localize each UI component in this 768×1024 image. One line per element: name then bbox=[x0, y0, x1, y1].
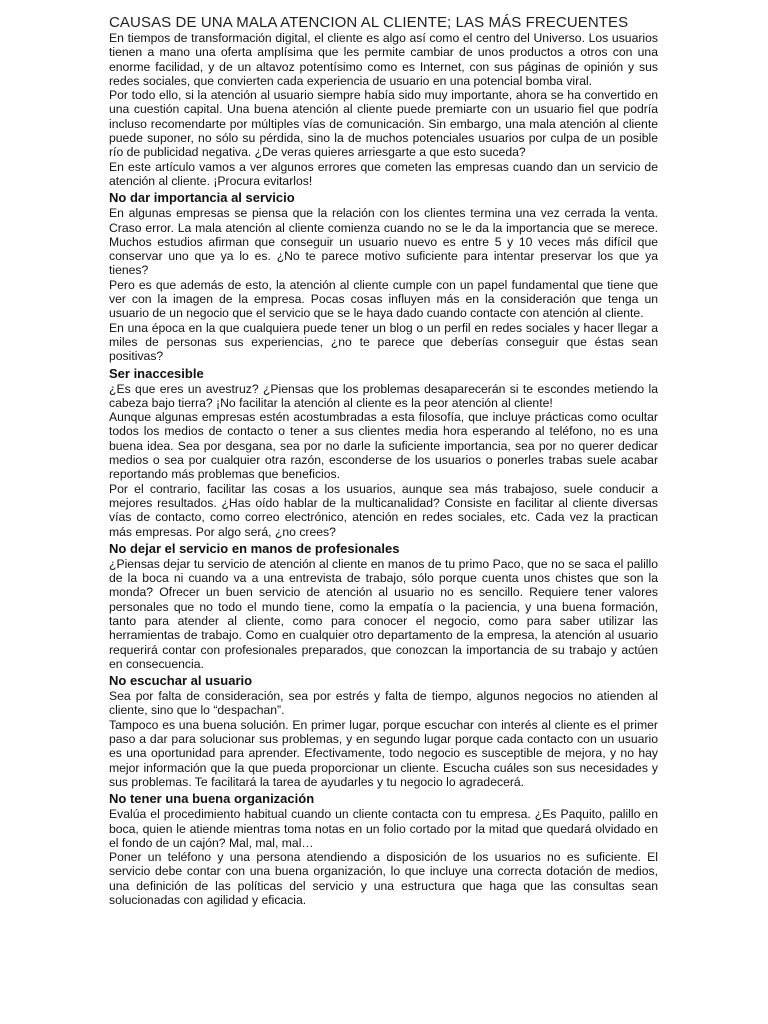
section-paragraph: ¿Piensas dejar tu servicio de atención al cliente en manos de tu primo Paco, que no se saca el palillo de la boca ni cuando va a una entrevista de trabajo, sólo porque cuenta unos chistes que son la monda? Ofrecer un buen servicio de atención al usuario no es sencillo. Requiere tener valores personales que no todo el mundo tiene, como la empatía o la paciencia, y una buena formación, tanto para atender al cliente, como para conocer el negocio, como para saber utilizar las herramientas de trabajo. Como en cualquier otro departamento de la empresa, la atención al usuario requerirá contar con profesionales preparados, que conozcan la importancia de su trabajo y actúen en consecuencia. bbox=[109, 556, 658, 671]
document-page bbox=[109, 14, 658, 907]
section-heading: No escuchar al usuario bbox=[109, 673, 253, 689]
section-heading: No dejar el servicio en manos de profesionales bbox=[109, 540, 400, 556]
section-paragraph: En una época en la que cualquiera puede tener un blog o un perfil en redes sociales y hacer llegar a miles de personas sus experiencias, ¿no te parece que deberías conseguir que éstas sean positivas? bbox=[109, 320, 658, 364]
intro-paragraph: En este artículo vamos a ver algunos errores que cometen las empresas cuando dan un servicio de atención al cliente. ¡Procura evitarlos! bbox=[109, 159, 658, 188]
section-heading: Ser inaccesible bbox=[109, 365, 204, 381]
section-heading: No dar importancia al servicio bbox=[109, 190, 295, 206]
section-paragraph: Aunque algunas empresas estén acostumbradas a esta filosofía, que incluye prácticas como ocultar todos los medios de contacto o tener a sus clientes media hora esperando al teléfono, no es una buena idea. Sea por desgana, sea por no darle la suficiente importancia, sea por no querer dedicar medios o sea por cualquier otra razón, esconderse de los usuarios o ponerles trabas suele acabar reportando más problemas que beneficios. bbox=[109, 410, 658, 482]
section-paragraph: Poner un teléfono y una persona atendiendo a disposición de los usuarios no es suficiente. El servicio debe contar con una buena organización, lo que incluye una correcta dotación de medios, una definición de las políticas del servicio y una estructura que haga que las consultas sean solucionadas con agilidad y eficacia. bbox=[109, 850, 658, 908]
intro-paragraph: Por todo ello, si la atención al usuario siempre había sido muy importante, ahora se ha convertido en una cuestión capital. Una buena atención al cliente puede premiarte con un usuario fiel que podría incluso recomendarte por múltiples vías de comunicación. Sin embargo, una mala atención al cliente puede suponer, no sólo su pérdida, sino la de muchos potenciales usuarios por culpa de un posible río de publicidad negativa. ¿De veras quieres arriesgarte a que esto suceda? bbox=[109, 88, 658, 160]
section-paragraph: Evalúa el procedimiento habitual cuando un cliente contacta con tu empresa. ¿Es Paquito, palillo en boca, quien le atiende mientras toma notas en un folio cortado por la mitad que quedará olvidado en el fondo de un cajón? Mal, mal, mal… bbox=[109, 807, 658, 850]
section-paragraph: ¿Es que eres un avestruz? ¿Piensas que los problemas desaparecerán si te escondes metiendo la cabeza bajo tierra? ¡No facilitar la atención al cliente es la peor atención al cliente! bbox=[109, 381, 658, 410]
section-paragraph: Tampoco es una buena solución. En primer lugar, porque escuchar con interés al cliente es el primer paso a dar para solucionar sus problemas, y en segundo lugar porque cada contacto con un usuario es una oportunidad para aprender. Efectivamente, todo negocio es susceptible de mejora, y no hay mejor información que la que pueda proporcionar un cliente. Escucha cuáles son sus necesidades y sus problemas. Te facilitará la tarea de ayudarles y tu negocio lo agradecerá. bbox=[109, 717, 658, 789]
section-paragraph: Pero es que además de esto, la atención al cliente cumple con un papel fundamental que tiene que ver con la imagen de la empresa. Pocas cosas influyen más en la consideración que tenga un usuario de un negocio que el servicio que se le haya dado cuando contacte con atención al cliente. bbox=[109, 277, 658, 321]
document-title: CAUSAS DE UNA MALA ATENCION AL CLIENTE; LAS MÁS FRECUENTES bbox=[109, 14, 629, 31]
section-paragraph: En algunas empresas se piensa que la relación con los clientes termina una vez cerrada la venta. Craso error. La mala atención al cliente comienza cuando no se le da la importancia que se merece. Muchos estudios afirman que conseguir un usuario nuevo es entre 5 y 10 veces más difícil que conservar uno que ya lo es. ¿No te parece motivo suficiente para intentar preservar los que ya tienes? bbox=[109, 206, 658, 278]
section-heading: No tener una buena organización bbox=[109, 791, 315, 807]
intro-paragraph: En tiempos de transformación digital, el cliente es algo así como el centro del Universo. Los usuarios tienen a mano una oferta amplísima que les permite cambiar de unos productos a otros con una enorme facilidad, y de un altavoz potentísimo como es Internet, con sus páginas de opinión y sus redes sociales, que convierten cada experiencia de usuario en una potencial bomba viral. bbox=[109, 31, 658, 88]
section-paragraph: Por el contrario, facilitar las cosas a los usuarios, aunque sea más trabajoso, suele conducir a mejores resultados. ¿Has oído hablar de la multicanalidad? Consiste en facilitar al cliente diversas vías de contacto, como correo electrónico, atención en redes sociales, etc. Cada vez la practican más empresas. Por algo será, ¿no crees? bbox=[109, 481, 658, 539]
section-paragraph: Sea por falta de consideración, sea por estrés y falta de tiempo, algunos negocios no atienden al cliente, sino que lo “despachan”. bbox=[109, 689, 658, 718]
